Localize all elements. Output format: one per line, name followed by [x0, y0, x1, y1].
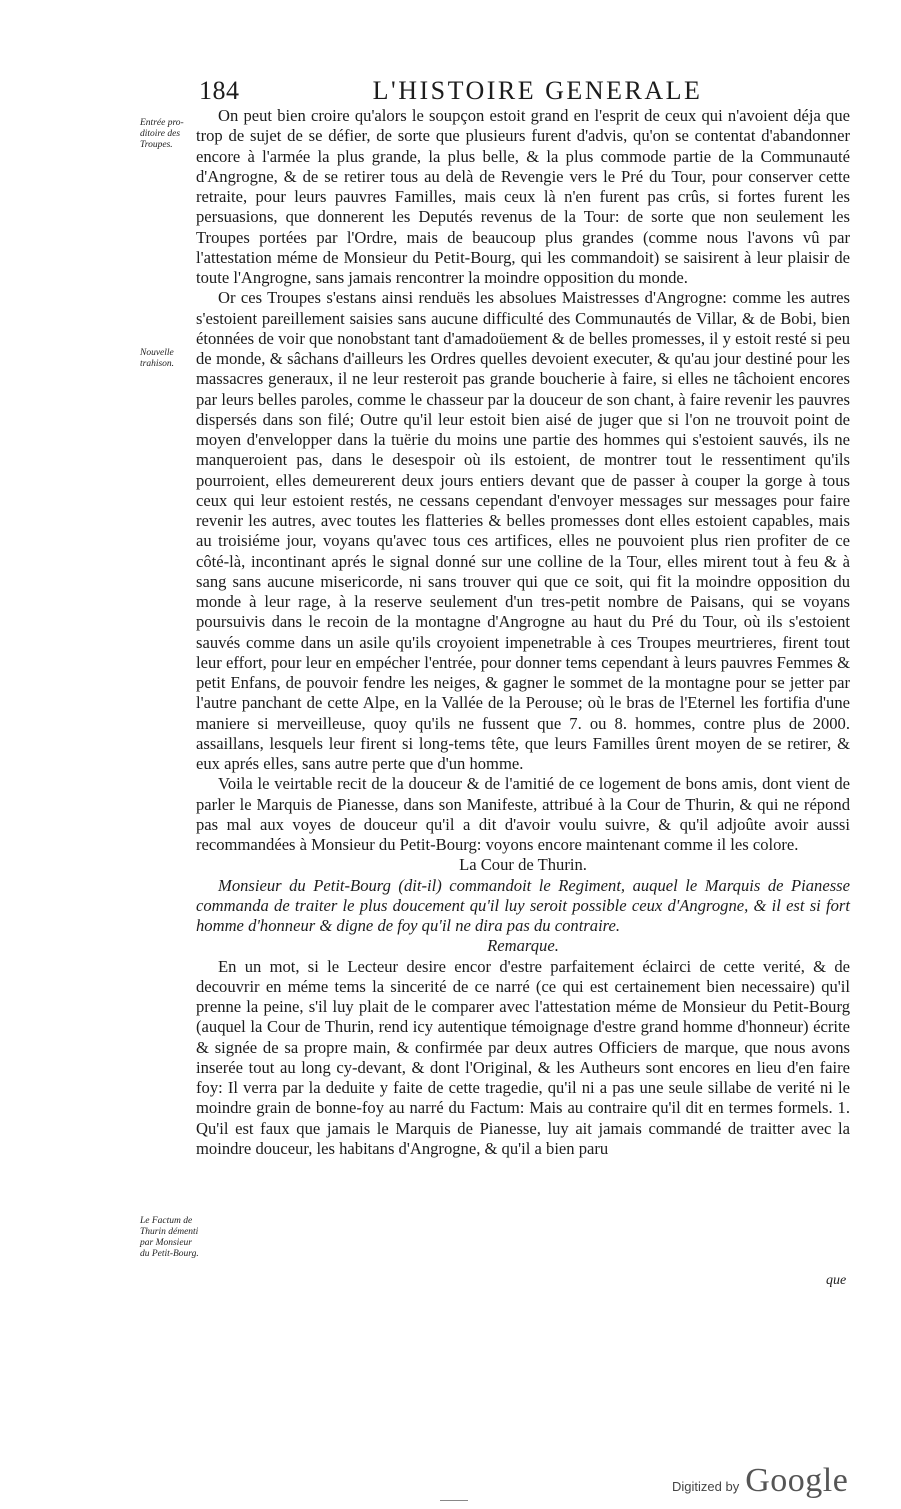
page-number: 184 [199, 76, 240, 105]
google-logo: Google [745, 1462, 849, 1499]
paragraph-4: Monsieur du Petit-Bourg (dit-il) commandoit le Regiment, auquel le Marquis de Pianesse commanda de traiter le plus doucement qu'il luy seroit possible ceux d'Angrogne, & il est si fort homme d'honneur & digne de foy qu'il ne dira pas du contraire. [196, 875, 850, 935]
main-text [196, 106, 850, 1159]
catchword: que [826, 1273, 847, 1288]
heading-remarque: Remarque. [487, 936, 559, 956]
watermark-prefix: Digitized by [672, 1479, 740, 1494]
margin-note-factum: Le Factum de Thurin démenti par Monsieur du Petit-Bourg. [140, 1216, 199, 1259]
paragraph-5: En un mot, si le Lecteur desire encor d'estre parfaitement éclairci de cette verité, & de decouvrir en méme tems la sincerité de ce narré (ce qui est certainement bien necessaire) qu'il prenne la peine, s'il luy plait de le comparer avec l'attestation méme de Monsieur du Petit-Bourg (auquel la Cour de Thurin, rend icy autentique témoignage d'estre grand homme d'honneur) écrite & signée de sa propre main, & confirmée par deux autres Officiers de marque, que nous avons inserée tout au long cy-devant, & dont l'Original, & les Autheurs sont encores en lieu d'en faire foy: Il verra par la deduite y faite de cette tragedie, qu'il ni a pas une seule sillabe de verité ni le moindre grain de bonne-foy au narré du Factum: Mais au contraire qu'il dit en termes formels. 1. Qu'il est faux que jamais le Marquis de Pianesse, luy ait jamais commandé de traitter avec la moindre douceur, les habitans d'Angrogne, & qu'il a bien paru [196, 956, 850, 1158]
digitized-watermark [672, 1462, 848, 1502]
paragraph-2: Or ces Troupes s'estans ainsi renduës les absolues Maistresses d'Angrogne: comme les autres s'estoient pareillement saisies sans aucune difficulté des Communautés de Villar, & de Bobi, bien étonnées de voir que nonobstant tant d'amadoüement & de belles promesses, il y estoit resté si peu de monde, & sâchans d'ailleurs les Ordres quelles devoient executer, & qu'au jour destiné pour les massacres generaux, il ne leur resteroit pas grande boucherie à faire, si elles ne tâchoient encores par leurs belles paroles, comme le chasseur par la douceur de son chant, à faire revenir les pauvres dispersés dans son filé; Outre qu'il leur estoit bien aisé de juger que si l'on ne trouvoit point de moyen d'envelopper dans la tuërie du moins une partie des hommes qui s'estoient sauvés, ils ne manqueroient pas, dans le desespoir où ils estoient, de montrer tout le ressentiment qu'ils pourroient, elles demeurerent deux jours entiers devant que de passer à couper la gorge à tous ceux qui leur estoient restés, ne cessans cependant d'envoyer messages sur messages pour faire revenir les autres, avec toutes les flatteries & belles promesses dont elles estoient capables, mais au troisiéme jour, voyans qu'avec tous ces artifices, elles ne pouvoient plus rien profiter de ce côté-là, incontinant aprés le signal donné sur une colline de la Tour, elles mirent tout à feu & à sang sans aucune misericorde, ni sans trouver qui que ce soit, qui fit la moindre opposition du monde à leur rage, à la reserve seulement d'un tres-petit nombre de Paisans, qui se voyans poursuivis dans le recoin de la montagne d'Angrogne au haut du Pré du Tour, où ils s'estoient sauvés comme dans un asile qu'ils croyoient impenetrable à ces Troupes meurtrieres, firent tout leur effort, pour leur en empécher l'entrée, pour donner tems cependant à leurs pauvres Femmes & petit Enfans, de pouvoir fendre les neiges, & gagner le sommet de la montagne pour se jetter par l'autre panchant de cette Alpe, en la Vallée de la Perouse; où le bras de l'Eternel les fortifia d'une maniere si merveilleuse, quoy qu'ils ne fussent que 7. ou 8. hommes, contre plus de 2000. assaillans, lesquels leur firent si long-tems tête, que leurs Familles ûrent moyen de se retirer, & eux aprés elles, sans autre perte que d'un homme. [196, 288, 850, 773]
bottom-rule [440, 1500, 468, 1501]
paragraph-3: Voila le veirtable recit de la douceur & de l'amitié de ce logement de bons amis, dont vient de parler le Marquis de Pianesse, dans son Manifeste, attribué à la Cour de Thurin, & qui ne répond pas mal aux voyes de douceur qu'il a dit d'avoir voulu suivre, & qu'il adjoûte avoir aussi recommandées à Monsieur du Petit-Bourg: voyons encore maintenant comme il les colore. [196, 774, 850, 854]
margin-note-trahison: Nouvelle trahison. [140, 348, 175, 369]
running-title: L'HISTOIRE GENERALE [372, 76, 703, 105]
margin-note-entree: Entrée pro-ditoire des Troupes. [140, 118, 184, 150]
paragraph-1: On peut bien croire qu'alors le soupçon estoit grand en l'esprit de ceux qui n'avoient déja que trop de sujet de se défier, de sorte que plusieurs furent d'advis, qu'on se contentat d'abandonner encore à l'armée la plus grande, la plus belle, & la plus commode partie de la Communauté d'Angrogne, & de se retirer tous au delà de Revengie vers le Pré du Tour, pour conserver cette retraite, pour leurs pauvres Familles, mais ceux là n'en furent pas crûs, si fortes furent les persuasions, que donnerent les Deputés revenus de la Tour: de sorte que non seulement les Troupes portées par l'Ordre, mais de beaucoup plus grandes (comme nous l'avons vû par l'attestation méme de Monsieur du Petit-Bourg, qui les commandoit) se saisirent à leur plaisir de toute l'Angrogne, sans jamais rencontrer la moindre opposition du monde. [196, 106, 850, 287]
heading-cour-de-thurin: La Cour de Thurin. [459, 855, 587, 875]
